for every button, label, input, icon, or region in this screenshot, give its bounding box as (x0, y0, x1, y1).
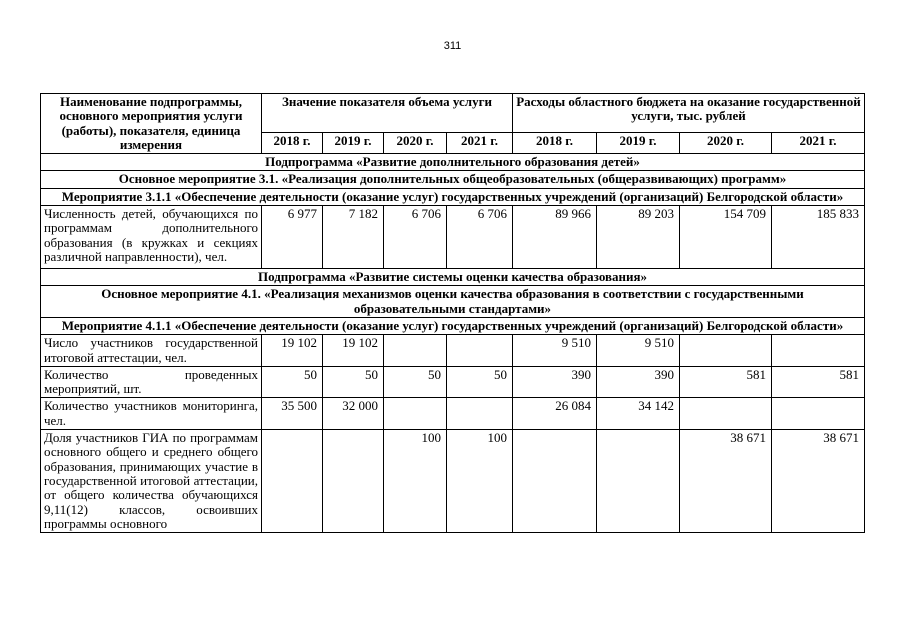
section-title: Подпрограмма «Развитие системы оценки качества образования» (41, 269, 865, 286)
table-row (41, 206, 865, 269)
indicator-name: Численность детей, обучающихся по программам дополнительного образования (в кружках и секциях различной направленности), чел. (41, 206, 262, 269)
expense-value (772, 335, 865, 367)
expense-value (513, 430, 597, 533)
table-row (41, 430, 865, 533)
volume-value: 6 706 (384, 206, 447, 269)
volume-value: 50 (447, 366, 513, 398)
volume-value: 50 (323, 366, 384, 398)
expense-value: 390 (597, 366, 680, 398)
header-year: 2021 г. (447, 132, 513, 153)
section-row (41, 286, 865, 318)
volume-value: 19 102 (262, 335, 323, 367)
indicator-name: Доля участников ГИА по программам основного общего и среднего общего образования, принимающих участие в государственной итоговой аттестации, от общего количества обучающихся 9,11(12) классов, освоивших программы основного (41, 430, 262, 533)
expense-value: 89 203 (597, 206, 680, 269)
header-year: 2019 г. (323, 132, 384, 153)
volume-value: 50 (262, 366, 323, 398)
expense-value: 89 966 (513, 206, 597, 269)
expense-value: 9 510 (597, 335, 680, 367)
volume-value (384, 398, 447, 430)
section-row (41, 269, 865, 286)
section-title: Мероприятие 3.1.1 «Обеспечение деятельности (оказание услуг) государственных учреждений (организаций) Белгородской области» (41, 188, 865, 205)
section-row (41, 317, 865, 334)
volume-value: 50 (384, 366, 447, 398)
expense-value: 34 142 (597, 398, 680, 430)
header-name-column: Наименование подпрограммы, основного мероприятия услуги (работы), показателя, единица измерения (41, 94, 262, 154)
expense-value (680, 398, 772, 430)
header-year: 2018 г. (262, 132, 323, 153)
header-volume-group: Значение показателя объема услуги (262, 94, 513, 133)
table-row (41, 366, 865, 398)
indicator-name: Число участников государственной итоговой аттестации, чел. (41, 335, 262, 367)
header-year: 2019 г. (597, 132, 680, 153)
volume-value (447, 335, 513, 367)
expense-value: 9 510 (513, 335, 597, 367)
volume-value: 6 706 (447, 206, 513, 269)
section-row (41, 188, 865, 205)
expense-value: 154 709 (680, 206, 772, 269)
volume-value: 7 182 (323, 206, 384, 269)
expense-value: 26 084 (513, 398, 597, 430)
expense-value: 581 (680, 366, 772, 398)
header-year: 2020 г. (384, 132, 447, 153)
expense-value: 581 (772, 366, 865, 398)
volume-value (447, 398, 513, 430)
header-year: 2021 г. (772, 132, 865, 153)
volume-value: 6 977 (262, 206, 323, 269)
budget-table (40, 93, 865, 533)
indicator-name: Количество участников мониторинга, чел. (41, 398, 262, 430)
expense-value: 390 (513, 366, 597, 398)
header-year: 2018 г. (513, 132, 597, 153)
expense-value (597, 430, 680, 533)
expense-value (772, 398, 865, 430)
section-row (41, 154, 865, 171)
page-number: 311 (443, 40, 462, 52)
volume-value: 32 000 (323, 398, 384, 430)
section-title: Подпрограмма «Развитие дополнительного образования детей» (41, 154, 865, 171)
indicator-name: Количество проведенных мероприятий, шт. (41, 366, 262, 398)
volume-value (384, 335, 447, 367)
expense-value (680, 335, 772, 367)
section-row (41, 171, 865, 188)
section-title: Мероприятие 4.1.1 «Обеспечение деятельности (оказание услуг) государственных учреждений (организаций) Белгородской области» (41, 317, 865, 334)
expense-value: 38 671 (772, 430, 865, 533)
header-expense-group: Расходы областного бюджета на оказание государственной услуги, тыс. рублей (513, 94, 865, 133)
expense-value: 38 671 (680, 430, 772, 533)
volume-value: 19 102 (323, 335, 384, 367)
section-title: Основное мероприятие 4.1. «Реализация механизмов оценки качества образования в соответствии с государственными образовательными стандартами» (41, 286, 865, 318)
volume-value: 100 (447, 430, 513, 533)
header-year: 2020 г. (680, 132, 772, 153)
volume-value (262, 430, 323, 533)
table-row (41, 335, 865, 367)
table-row (41, 398, 865, 430)
section-title: Основное мероприятие 3.1. «Реализация дополнительных общеобразовательных (общеразвивающих) программ» (41, 171, 865, 188)
volume-value: 100 (384, 430, 447, 533)
volume-value (323, 430, 384, 533)
volume-value: 35 500 (262, 398, 323, 430)
expense-value: 185 833 (772, 206, 865, 269)
